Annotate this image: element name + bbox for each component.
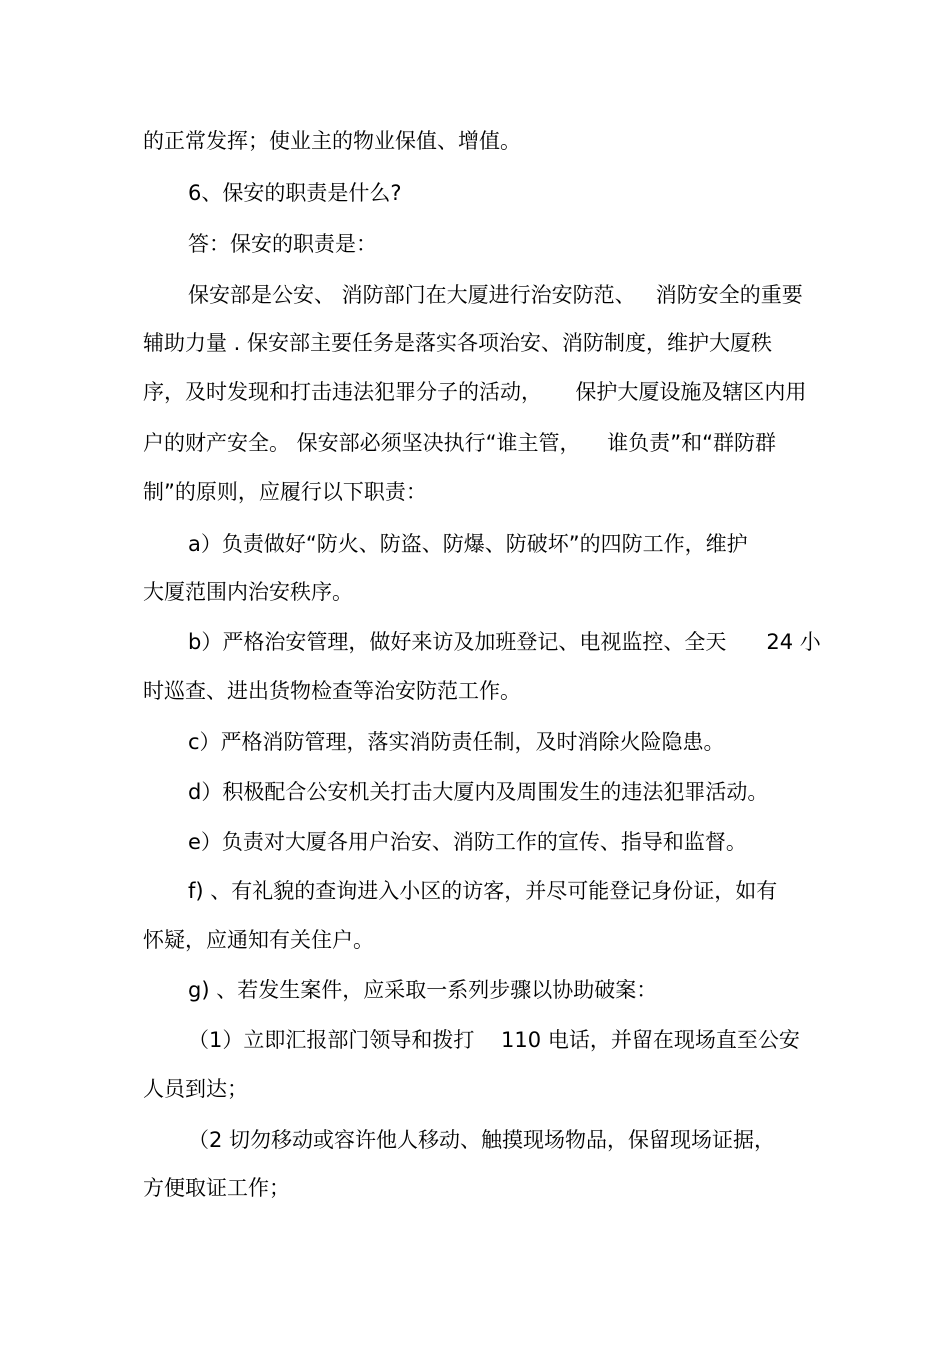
text-line: 户的财产安全。 保安部必须坚决执行“谁主管， 谁负责”和“群防群 (143, 431, 777, 455)
sub-list-item-continuation: 人员到达； (143, 1077, 248, 1101)
list-item: f) 、有礼貌的查询进入小区的访客，并尽可能登记身份证，如有 (188, 879, 778, 903)
text-line: 的正常发挥；使业主的物业保值、增值。 (143, 129, 521, 153)
list-item: a）负责做好“防火、防盗、防爆、防破坏”的四防工作，维护 (188, 532, 748, 556)
text-line: 序，及时发现和打击违法犯罪分子的活动， 保护大厦设施及辖区内用 (143, 380, 807, 404)
list-item: c）严格消防管理，落实消防责任制，及时消除火险隐患。 (188, 730, 725, 754)
list-item: g) 、若发生案件，应采取一系列步骤以协助破案： (188, 978, 658, 1002)
text-line: 保安部是公安、 消防部门在大厦进行治安防范、 消防安全的重要 (188, 283, 803, 307)
sub-list-item: （2 切勿移动或容许他人移动、触摸现场物品，保留现场证据， (188, 1128, 776, 1152)
list-item-continuation: 时巡查、进出货物检查等治安防范工作。 (143, 679, 521, 703)
text-line: 辅助力量 . 保安部主要任务是落实各项治安、消防制度，维护大厦秩 (143, 331, 773, 355)
list-item: d）积极配合公安机关打击大厦内及周围发生的违法犯罪活动。 (188, 780, 769, 804)
list-item: b）严格治安管理，做好来访及加班登记、电视监控、全天 24 小 (188, 630, 821, 654)
sub-list-item-continuation: 方便取证工作； (143, 1176, 290, 1200)
answer-intro: 答：保安的职责是： (188, 232, 377, 256)
sub-list-item: （1）立即汇报部门领导和拨打 110 电话，并留在现场直至公安 (188, 1028, 800, 1052)
text-line: 制”的原则，应履行以下职责： (143, 480, 427, 504)
list-item: e）负责对大厦各用户治安、消防工作的宣传、指导和监督。 (188, 830, 747, 854)
list-item-continuation: 大厦范围内治安秩序。 (143, 580, 353, 604)
list-item-continuation: 怀疑，应通知有关住户。 (143, 928, 374, 952)
question-heading: 6、保安的职责是什么? (188, 181, 402, 205)
